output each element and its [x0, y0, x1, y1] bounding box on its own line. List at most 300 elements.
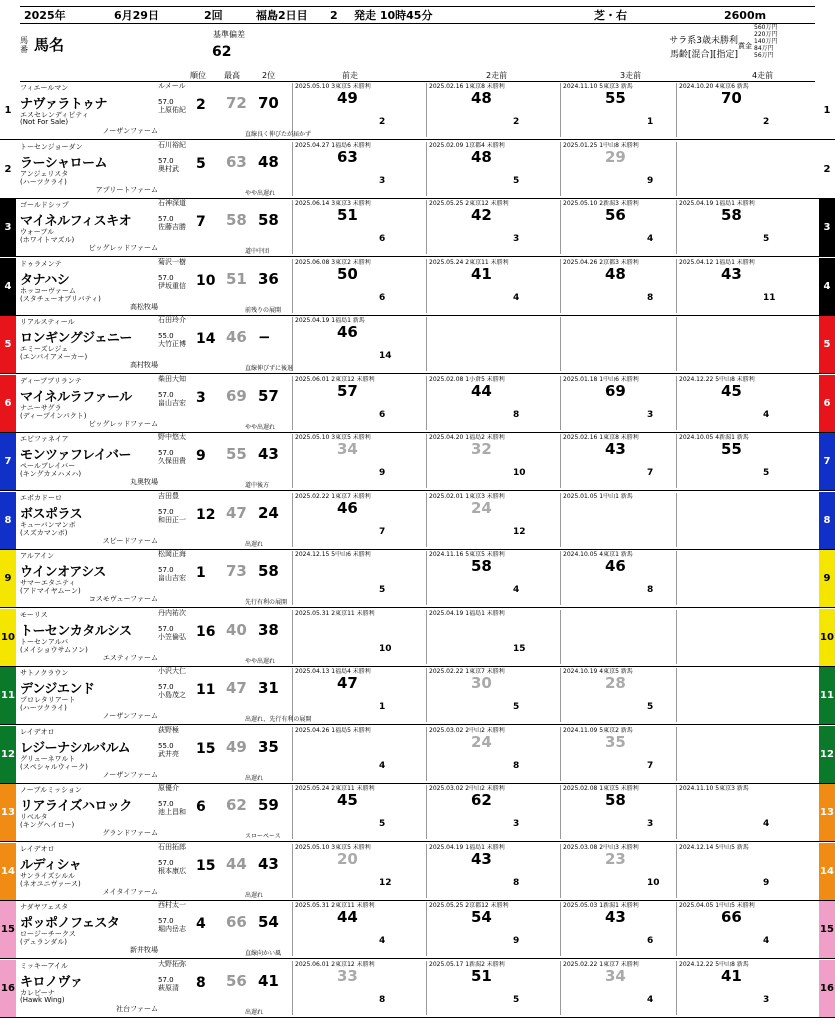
race-prev — [292, 902, 427, 956]
jockey-name: 石川裕紀 — [158, 140, 186, 149]
race-date: 2025.02.16 1東京8 未勝利 — [429, 83, 505, 90]
race-finish: 3 — [647, 819, 654, 829]
horse-name: マイネルラファール — [20, 389, 132, 405]
race-prev — [292, 668, 427, 722]
horse-dam-sire: (Hawk Wing) — [20, 995, 65, 1004]
prev-race-label: 前走 — [342, 71, 358, 80]
race-finish: 4 — [647, 994, 654, 1005]
race-prev — [292, 259, 427, 313]
prize-5: 56万円 — [754, 52, 774, 59]
horse-number-right: 9 — [819, 550, 835, 607]
carried-weight: 57.0 — [158, 449, 174, 457]
race-prev2 — [426, 785, 561, 839]
race-prev4 — [676, 551, 817, 605]
best-score: 72 — [226, 94, 247, 112]
jockey-info — [158, 258, 194, 315]
race-finish: 3 — [513, 819, 520, 829]
horse-info — [18, 843, 158, 900]
table-row — [0, 550, 835, 608]
best-score: 63 — [226, 152, 247, 171]
race-finish: 10 — [379, 643, 392, 654]
horse-info — [18, 609, 158, 666]
race-score: 23 — [605, 849, 626, 868]
race-score: 58 — [721, 206, 742, 224]
jockey-info — [158, 901, 194, 958]
trainer-name: 根本康広 — [158, 866, 186, 875]
table-row — [0, 901, 835, 959]
horse-dam: ナニーサグラ — [20, 403, 62, 412]
horse-dam: エスセレンディピティ — [20, 111, 89, 119]
best-score: 73 — [226, 562, 247, 580]
table-row — [0, 316, 835, 374]
race-score: 50 — [337, 264, 358, 283]
prev4-race-label: 4走前 — [752, 71, 774, 80]
column-header — [20, 24, 815, 82]
horse-dam-sire: (メイショウサムソン) — [20, 645, 88, 654]
race-score: 69 — [605, 381, 626, 400]
race-date: 2025.05.10 3東京5 未勝利 — [295, 843, 371, 851]
race-score: 51 — [471, 966, 492, 985]
race-score: 33 — [337, 966, 358, 985]
horse-sire: ミッキーアイル — [20, 961, 68, 970]
table-row — [0, 726, 835, 784]
race-date: 2025.02.08 1小倉5 未勝利 — [429, 375, 505, 383]
prize-2: 220万円 — [754, 31, 778, 38]
race-note: 出遅れ、先行有利の展開 — [245, 716, 312, 723]
race-score: 41 — [721, 966, 742, 985]
trainer-name: 池上昌和 — [158, 808, 186, 816]
race-note: 出遅れ — [245, 540, 264, 548]
race-surface: 芝・右 — [594, 9, 627, 22]
trainer-name: 小笠倫弘 — [158, 632, 186, 641]
race-score: 29 — [605, 147, 626, 166]
race-prev4 — [676, 961, 817, 1015]
jockey-info — [158, 726, 194, 783]
horse-sire: ドゥラメンテ — [20, 259, 62, 268]
best-score: 40 — [226, 620, 247, 639]
race-score: 42 — [471, 206, 492, 224]
race-date: 2025.04.19 1福島1 未勝利 — [429, 843, 505, 851]
table-row — [0, 258, 835, 316]
horse-name: ナヴァラトゥナ — [20, 97, 108, 112]
horse-rank: 10 — [196, 272, 216, 289]
race-score: 43 — [721, 264, 742, 283]
race-date: 2025.05.25 2東京12 未勝利 — [429, 200, 509, 207]
table-row — [0, 433, 835, 491]
race-date: 2024.10.05 4新潟1 新馬 — [679, 434, 749, 441]
race-finish: 5 — [763, 468, 770, 478]
race-finish: 9 — [647, 175, 654, 186]
horse-info — [18, 316, 158, 373]
horse-name: マイネルフィスキオ — [20, 214, 132, 229]
race-prev4 — [676, 610, 817, 664]
race-score: 58 — [471, 557, 492, 575]
race-score: 55 — [605, 89, 626, 107]
rank-label: 順位 — [190, 71, 206, 80]
horse-name: キロノヴァ — [20, 974, 83, 990]
horse-name: ルディシャ — [20, 857, 82, 873]
horse-number-left: 8 — [0, 492, 16, 549]
prize-label: 賞金 — [738, 42, 752, 50]
carried-weight: 57.0 — [158, 215, 174, 223]
horse-dam-sire: (スズカマンボ) — [20, 528, 68, 537]
jockey-name: ルメール — [158, 82, 186, 90]
race-prev4 — [676, 376, 817, 430]
race-finish: 8 — [379, 994, 386, 1005]
race-note: 前残りの展開 — [245, 306, 282, 314]
race-date: 2024.12.14 5中山5 新馬 — [679, 843, 749, 851]
race-prev4 — [676, 785, 817, 839]
horse-info — [18, 960, 158, 1017]
horse-sire: エポカドーロ — [20, 493, 62, 502]
horse-sire: ゴールドシップ — [20, 201, 69, 209]
carried-weight: 57.0 — [158, 683, 174, 691]
race-score: 46 — [337, 323, 358, 341]
jockey-name: 柴田大知 — [158, 374, 186, 383]
horse-breeder: コスモヴューファーム — [88, 595, 158, 603]
race-start-time: 発走 10時45分 — [354, 9, 433, 22]
horse-dam-sire: (デュランダル) — [20, 938, 67, 946]
horse-dam: エミーズレジェ — [20, 345, 69, 353]
race-date: 2025.06.01 2東京12 未勝利 — [295, 960, 375, 968]
horse-breeder: ビッグレッドファーム — [88, 419, 158, 428]
race-prev3 — [560, 434, 677, 488]
race-date: 2025.04.12 1福島1 未勝利 — [679, 258, 755, 266]
horse-info — [18, 550, 158, 607]
race-prev — [292, 83, 427, 137]
race-date: 2025.06.01 2東京12 未勝利 — [295, 375, 375, 383]
horse-sire: エピファネイア — [20, 435, 69, 443]
horse-rank: 9 — [196, 448, 206, 464]
race-prev2 — [426, 259, 561, 313]
horse-dam-sire: (アドマイヤムーン) — [20, 587, 81, 595]
horse-sire: トーセンジョーダン — [20, 142, 83, 151]
race-score: 46 — [605, 557, 626, 575]
race-score: 48 — [605, 264, 626, 283]
race-finish: 4 — [513, 292, 520, 303]
trainer-name: 萩原清 — [158, 983, 179, 992]
carried-weight: 57.0 — [158, 566, 174, 574]
race-score: 51 — [337, 206, 358, 224]
horse-sire: レイデオロ — [20, 844, 55, 853]
race-date: 2025.05.17 1新潟2 未勝利 — [429, 960, 505, 968]
horse-number-left: 14 — [0, 843, 16, 900]
horse-number-right: 3 — [819, 199, 835, 256]
horse-number-right: 7 — [819, 433, 835, 490]
race-score: 43 — [605, 440, 626, 458]
jockey-name: 丹内祐次 — [158, 608, 186, 617]
horse-breeder: 高村牧場 — [130, 361, 158, 369]
horse-sire: ノーブルミッション — [20, 786, 82, 794]
race-note: 出遅れ — [245, 774, 264, 782]
horse-dam: プロレタリアート — [20, 696, 76, 704]
race-note: 直線向かい風 — [245, 950, 282, 957]
carried-weight: 57.0 — [158, 156, 174, 165]
best-score: 47 — [226, 679, 247, 697]
race-score: 41 — [471, 264, 492, 283]
horse-sire: サトノクラウン — [20, 669, 69, 677]
race-finish: 2 — [379, 117, 386, 127]
race-date: 2025.06.08 3東京2 未勝利 — [295, 258, 371, 266]
race-finish: 9 — [763, 877, 770, 888]
race-finish: 6 — [379, 292, 386, 303]
horse-dam: グリューネワルト — [20, 754, 76, 763]
race-score: 49 — [337, 89, 358, 107]
trainer-name: 大竹正博 — [158, 340, 186, 348]
jockey-name: 石田玲介 — [158, 316, 186, 324]
horse-name: ウインオアシス — [20, 565, 106, 580]
horse-name-label: 馬名 — [34, 36, 65, 54]
horse-dam: サンライズシルル — [20, 871, 76, 880]
race-prev3 — [560, 668, 677, 722]
race-prev3 — [560, 961, 677, 1015]
carried-weight: 57.0 — [158, 917, 174, 925]
horse-rank: 7 — [196, 214, 206, 230]
race-note: 直線伸びずに後退 — [245, 365, 294, 372]
race-finish: 10 — [647, 877, 660, 888]
horse-number-left: 12 — [0, 726, 16, 783]
race-prev — [292, 376, 427, 430]
race-finish: 8 — [647, 292, 654, 303]
horse-breeder: 新井牧場 — [130, 946, 158, 954]
race-score: 48 — [471, 147, 492, 166]
race-date: 2025.02.22 1東京7 未勝利 — [295, 492, 371, 500]
trainer-name: 伊坂重信 — [158, 281, 186, 290]
horse-rank: 1 — [196, 565, 206, 581]
race-date: 2025.04.19 1福島1 未勝利 — [679, 200, 755, 207]
best-score: 66 — [226, 913, 247, 931]
table-row — [0, 784, 835, 842]
jockey-name: 原優介 — [158, 784, 179, 792]
race-condition-type: 馬齢[混合][指定] — [669, 50, 738, 60]
race-prev — [292, 785, 427, 839]
race-finish: 1 — [647, 117, 654, 127]
horse-breeder: エスティファーム — [102, 653, 158, 662]
horse-number-left: 5 — [0, 316, 16, 373]
race-finish: 3 — [647, 409, 654, 420]
race-date: 2025.04.27 1福島6 未勝利 — [295, 141, 371, 149]
race-note: 直線良く伸びたが届かず — [245, 131, 312, 138]
horse-dam: サマーエタニティ — [20, 579, 76, 587]
trainer-name: 上原佑紀 — [158, 106, 186, 114]
race-note: 出遅れ — [245, 1008, 264, 1016]
race-prev — [292, 844, 427, 898]
race-prev2 — [426, 902, 561, 956]
trainer-name: 武井亮 — [158, 749, 179, 758]
horse-name: レジーナシルバルム — [20, 740, 131, 756]
jockey-info — [158, 375, 194, 432]
horse-rank: 2 — [196, 97, 206, 113]
trainer-name: 畠山吉宏 — [158, 398, 186, 407]
horse-name: ポッポノフェスタ — [20, 916, 120, 931]
horse-info — [18, 667, 158, 724]
race-finish: 4 — [379, 936, 386, 946]
race-score: 43 — [471, 849, 492, 868]
race-finish: 14 — [379, 351, 392, 361]
race-date: 2024.10.20 4東京6 新馬 — [679, 83, 749, 90]
race-finish: 4 — [763, 819, 770, 829]
second-score: 38 — [258, 620, 279, 639]
race-note: 出遅れ — [245, 891, 264, 899]
race-score: 55 — [721, 440, 742, 458]
horse-breeder: スピードファーム — [102, 536, 158, 545]
race-finish: 11 — [763, 292, 776, 303]
race-kai: 2回 — [204, 9, 223, 22]
horse-number-right: 14 — [819, 843, 835, 900]
race-prev4 — [676, 844, 817, 898]
horse-rank: 14 — [196, 331, 216, 347]
horse-dam: ペールブレイバー — [20, 462, 76, 470]
horse-number-left: 9 — [0, 550, 16, 607]
horse-sire: アルアイン — [20, 552, 55, 560]
second-score: 24 — [258, 503, 279, 522]
race-header-bar — [20, 6, 815, 24]
horse-dam-sire: (Not For Sale) — [20, 118, 69, 126]
horse-number-right: 5 — [819, 316, 835, 373]
race-note: やや出遅れ — [245, 423, 276, 431]
race-date: 2025.04.19 1福島1 新馬 — [295, 317, 365, 324]
race-date: 2025.03.02 2中山2 未勝利 — [429, 726, 505, 734]
race-prev — [292, 142, 427, 196]
jockey-name: 吉田豊 — [158, 491, 179, 500]
second-score: 58 — [258, 562, 279, 580]
race-date: 2024.11.10 5東京3 新馬 — [679, 785, 749, 792]
horse-info — [18, 492, 158, 549]
race-score: 32 — [471, 440, 492, 458]
race-date: 2025.04.26 2京都3 未勝利 — [563, 258, 639, 266]
horse-dam-sire: (キングヘイロー) — [20, 821, 75, 829]
race-finish: 5 — [379, 819, 386, 829]
horse-info — [18, 784, 158, 841]
race-finish: 5 — [647, 702, 654, 712]
race-finish: 12 — [379, 877, 392, 888]
horse-name: ロンギングジェニー — [20, 331, 132, 346]
race-date: 2025.04.05 1中山5 未勝利 — [679, 902, 755, 909]
race-finish: 6 — [379, 234, 386, 244]
table-row — [0, 843, 835, 901]
best-score: 58 — [226, 211, 247, 229]
horse-number-left: 15 — [0, 901, 16, 958]
race-finish: 5 — [763, 234, 770, 244]
race-score: 48 — [471, 89, 492, 107]
horse-dam-sire: (ハーツクライ) — [20, 177, 67, 186]
race-date: 2024.12.22 5中山8 新馬 — [679, 960, 749, 968]
carried-weight: 57.0 — [158, 390, 174, 399]
best-score: 62 — [226, 796, 247, 814]
horse-sire: フィエールマン — [20, 84, 69, 92]
horse-sire: ナダヤフェスタ — [20, 903, 69, 911]
jockey-info — [158, 843, 194, 900]
trainer-name: 和田正一 — [158, 515, 186, 524]
race-date: 2025.02.22 1東京7 未勝利 — [563, 960, 639, 968]
race-score: 24 — [471, 732, 492, 751]
horse-dam: ロージーチークス — [20, 930, 76, 938]
horse-rank: 5 — [196, 155, 206, 172]
race-prev4 — [676, 668, 817, 722]
race-prev3 — [560, 259, 677, 313]
prize-1: 560万円 — [754, 24, 778, 31]
trainer-name: 小島茂之 — [158, 691, 186, 699]
race-prev3 — [560, 200, 677, 254]
horse-breeder: ノーザンファーム — [102, 127, 158, 135]
race-score: 54 — [471, 908, 492, 926]
race-date: 2025.02.08 1東京5 未勝利 — [563, 785, 639, 792]
race-date: 2024.11.09 5東京2 新馬 — [563, 726, 633, 734]
race-prev2 — [426, 961, 561, 1015]
race-date: 2025.05.31 2東京11 未勝利 — [295, 609, 375, 617]
race-finish: 9 — [513, 936, 520, 946]
horse-info — [18, 141, 158, 198]
horse-sire: リアルスティール — [20, 318, 75, 326]
horse-number-left: 16 — [0, 960, 16, 1017]
trainer-name: 久保田貴 — [158, 457, 186, 465]
race-date: 2025.04.20 1福島2 未勝利 — [429, 434, 505, 441]
race-prev — [292, 727, 427, 781]
trainer-name: 奥村武 — [158, 164, 179, 173]
race-prev3 — [560, 493, 677, 547]
carried-weight: 57.0 — [158, 800, 174, 808]
race-finish: 4 — [763, 936, 770, 946]
jockey-info — [158, 667, 194, 724]
race-prev4 — [676, 259, 817, 313]
horse-breeder: 高松牧場 — [130, 302, 158, 311]
horse-rank: 4 — [196, 916, 206, 932]
horse-number-right: 1 — [819, 82, 835, 139]
horse-breeder: ノーザンファーム — [102, 712, 158, 720]
race-finish: 5 — [513, 994, 520, 1005]
race-finish: 5 — [379, 585, 386, 595]
second-score: 54 — [258, 913, 279, 931]
jockey-info — [158, 960, 194, 1017]
race-prev — [292, 434, 427, 488]
race-score: 62 — [471, 791, 492, 809]
race-date: 2025.02.09 1京都4 未勝利 — [429, 141, 505, 149]
horse-number-right: 2 — [819, 141, 835, 198]
race-condition-class: サラ系3歳未勝利 — [669, 36, 738, 46]
race-date: 2025.02.16 1東京8 未勝利 — [563, 434, 639, 441]
horse-name: リアライズハロック — [20, 799, 132, 814]
base-deviation-label: 基準偏差 — [213, 30, 245, 39]
horse-number-right: 12 — [819, 726, 835, 783]
race-finish: 8 — [513, 760, 520, 771]
race-finish: 12 — [513, 526, 526, 537]
race-date: 2024.11.10 5東京3 新馬 — [563, 83, 633, 90]
horse-number-left: 3 — [0, 199, 16, 256]
race-date: 2025.05.10 3東京5 未勝利 — [295, 434, 371, 441]
race-prev4 — [676, 142, 817, 196]
race-score: 28 — [605, 674, 626, 692]
race-date: 2024.10.19 4東京5 新馬 — [563, 668, 633, 675]
race-finish: 10 — [513, 468, 526, 478]
race-prev2 — [426, 668, 561, 722]
race-date: 2025.01.18 1中山6 未勝利 — [563, 375, 639, 383]
prize-list — [754, 24, 777, 59]
second-score: 35 — [258, 737, 279, 756]
trainer-name: 堀内岳志 — [158, 925, 186, 933]
race-prev3 — [560, 785, 677, 839]
best-score: 47 — [226, 503, 247, 522]
horse-number-label: 馬番 — [20, 36, 28, 54]
race-finish: 7 — [647, 468, 654, 478]
horse-breeder: アプリートファーム — [95, 185, 158, 194]
jockey-info — [158, 433, 194, 490]
horse-number-right: 13 — [819, 784, 835, 841]
race-score: 34 — [605, 966, 626, 985]
race-prev3 — [560, 83, 677, 137]
table-row — [0, 960, 835, 1018]
race-prev3 — [560, 317, 677, 371]
second-score: 36 — [258, 269, 279, 288]
